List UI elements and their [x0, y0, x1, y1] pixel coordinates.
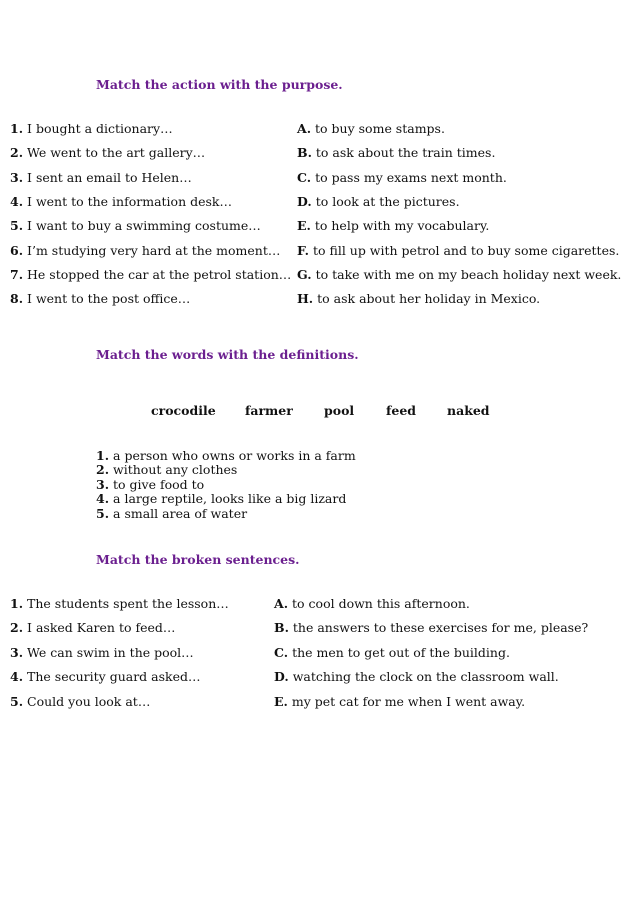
action-item-2: 2. We went to the art gallery…: [10, 145, 206, 160]
sentence-start-3: 3. We can swim in the pool…: [10, 645, 194, 660]
sentence-end-e: E. my pet cat for me when I went away.: [274, 694, 526, 709]
sentence-end-a: A. to cool down this afternoon.: [274, 596, 470, 611]
sentence-start-4: 4. The security guard asked…: [10, 669, 201, 684]
purpose-item-h: H. to ask about her holiday in Mexico.: [297, 291, 541, 306]
sentence-start-2: 2. I asked Karen to feed…: [10, 620, 176, 635]
section2-heading: Match the words with the definitions.: [96, 347, 359, 362]
word-naked: naked: [447, 403, 490, 418]
purpose-item-b: B. to ask about the train times.: [297, 145, 496, 160]
definition-item-2: 2. without any clothes: [96, 462, 238, 477]
purpose-item-a: A. to buy some stamps.: [297, 121, 445, 136]
purpose-item-d: D. to look at the pictures.: [297, 194, 460, 209]
word-pool: pool: [324, 403, 355, 418]
action-item-6: 6. I’m studying very hard at the moment…: [10, 243, 281, 258]
purpose-item-g: G. to take with me on my beach holiday next week.: [297, 267, 622, 282]
sentence-start-1: 1. The students spent the lesson…: [10, 596, 229, 611]
action-item-3: 3. I sent an email to Helen…: [10, 170, 192, 185]
word-feed: feed: [386, 403, 417, 418]
section3-heading: Match the broken sentences.: [96, 552, 300, 567]
purpose-item-f: F. to fill up with petrol and to buy some cigarettes.: [297, 243, 620, 258]
purpose-item-e: E. to help with my vocabulary.: [297, 218, 490, 233]
definition-item-1: 1. a person who owns or works in a farm: [96, 448, 356, 463]
word-crocodile: crocodile: [151, 403, 216, 418]
action-item-8: 8. I went to the post office…: [10, 291, 191, 306]
section1-heading: Match the action with the purpose.: [96, 77, 343, 92]
action-item-1: 1. I bought a dictionary…: [10, 121, 173, 136]
word-farmer: farmer: [245, 403, 293, 418]
action-item-7: 7. He stopped the car at the petrol station…: [10, 267, 292, 282]
action-item-5: 5. I want to buy a swimming costume…: [10, 218, 261, 233]
definition-item-5: 5. a small area of water: [96, 506, 248, 521]
purpose-item-c: C. to pass my exams next month.: [297, 170, 507, 185]
definition-item-4: 4. a large reptile, looks like a big lizard: [96, 491, 347, 506]
sentence-end-b: B. the answers to these exercises for me, please?: [274, 620, 589, 635]
sentence-end-d: D. watching the clock on the classroom wall.: [274, 669, 559, 684]
sentence-start-5: 5. Could you look at…: [10, 694, 151, 709]
definition-item-3: 3. to give food to: [96, 477, 205, 492]
action-item-4: 4. I went to the information desk…: [10, 194, 232, 209]
sentence-end-c: C. the men to get out of the building.: [274, 645, 510, 660]
